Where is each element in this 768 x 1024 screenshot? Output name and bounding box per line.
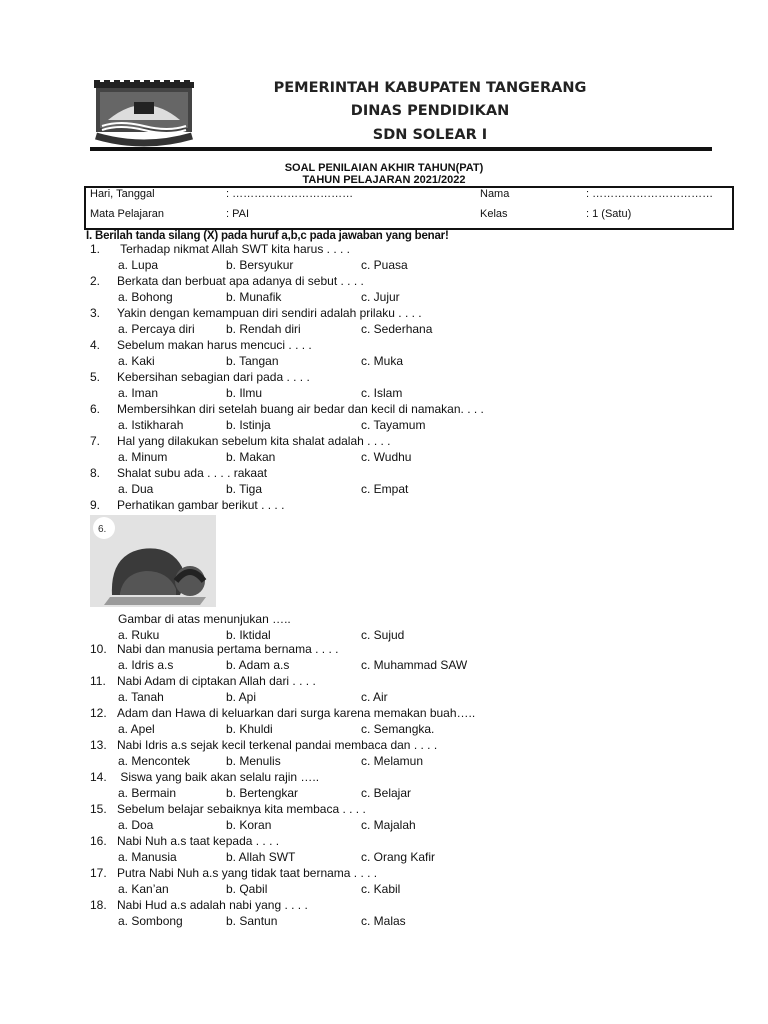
option-b[interactable]: b. Allah SWT (226, 850, 296, 864)
question-text: Berkata dan berbuat apa adanya di sebut . . . . (117, 274, 364, 288)
question-text: Nabi Idris a.s sejak kecil terkenal pandai membaca dan . . . . (117, 738, 438, 752)
question-text: Kebersihan sebagian dari pada . . . . (117, 370, 310, 384)
question-4 (90, 338, 312, 352)
question-number: 15. (90, 802, 107, 816)
option-b[interactable]: b. Ilmu (226, 386, 263, 400)
option-a[interactable]: a. Doa (118, 818, 154, 832)
option-a[interactable]: a. Ruku (118, 628, 160, 642)
option-b[interactable]: b. Khuldi (226, 722, 273, 736)
question-6 (90, 402, 484, 416)
option-b[interactable]: b. Api (226, 690, 257, 704)
option-c[interactable]: c. Jujur (361, 290, 400, 304)
day-field[interactable]: : …………………………… (226, 188, 354, 200)
option-c[interactable]: c. Sujud (361, 628, 405, 642)
option-a[interactable]: a. Bohong (118, 290, 173, 304)
option-a[interactable]: a. Lupa (118, 258, 159, 272)
class-label: Kelas (480, 208, 508, 220)
subject-label: Mata Pelajaran (90, 208, 164, 220)
question-text: Nabi Adam di ciptakan Allah dari . . . . (117, 674, 316, 688)
option-b[interactable]: b. Koran (226, 818, 272, 832)
question-text: Nabi Nuh a.s taat kepada . . . . (117, 834, 280, 848)
option-c[interactable]: c. Belajar (361, 786, 412, 800)
option-c[interactable]: c. Tayamum (361, 418, 426, 432)
question-13 (90, 738, 437, 752)
exam-title: SOAL PENILAIAN AKHIR TAHUN(PAT) (284, 162, 484, 174)
question-number: 1. (90, 242, 101, 256)
option-b[interactable]: b. Bersyukur (226, 258, 294, 272)
question-text: Nabi Hud a.s adalah nabi yang . . . . (117, 898, 308, 912)
question-12 (90, 706, 475, 720)
question-text: Hal yang dilakukan sebelum kita shalat adalah . . . . (117, 434, 391, 448)
option-a[interactable]: a. Apel (118, 722, 155, 736)
option-b[interactable]: b. Tiga (226, 482, 263, 496)
option-c[interactable]: c. Kabil (361, 882, 401, 896)
option-c[interactable]: c. Muhammad SAW (361, 658, 468, 672)
question-5 (90, 370, 310, 384)
question-number: 2. (90, 274, 101, 288)
header-department: DINAS PENDIDIKAN (350, 103, 510, 119)
question-number: 10. (90, 642, 107, 656)
option-b[interactable]: b. Rendah diri (226, 322, 301, 336)
question-number: 12. (90, 706, 107, 720)
question-3 (90, 306, 422, 320)
option-b[interactable]: b. Iktidal (226, 628, 271, 642)
class-value: : 1 (Satu) (586, 208, 632, 220)
question-text: Sebelum belajar sebaiknya kita membaca . . . . (117, 802, 366, 816)
option-b[interactable]: b. Istinja (226, 418, 271, 432)
option-a[interactable]: a. Tanah (118, 690, 164, 704)
question-11 (90, 674, 316, 688)
question-text: Yakin dengan kemampuan diri sendiri adalah prilaku . . . . (117, 306, 422, 320)
option-a[interactable]: a. Iman (118, 386, 159, 400)
section-instructions: I. Berilah tanda silang (X) pada huruf a,b,c pada jawaban yang benar! (86, 230, 449, 242)
name-field[interactable]: : …………………………… (586, 188, 714, 200)
option-c[interactable]: c. Air (361, 690, 388, 704)
option-c[interactable]: c. Puasa (361, 258, 408, 272)
option-c[interactable]: c. Majalah (361, 818, 416, 832)
option-c[interactable]: c. Wudhu (361, 450, 412, 464)
option-b[interactable]: b. Munafik (226, 290, 282, 304)
option-b[interactable]: b. Bertengkar (226, 786, 299, 800)
question-text: Membersihkan diri setelah buang air bedar dan kecil di namakan. . . . (117, 402, 484, 416)
option-c[interactable]: c. Orang Kafir (361, 850, 436, 864)
question-text: Putra Nabi Nuh a.s yang tidak taat bernama . . . . (117, 866, 378, 880)
question-text: Nabi dan manusia pertama bernama . . . . (117, 642, 339, 656)
question-15 (90, 802, 366, 816)
header-government: PEMERINTAH KABUPATEN TANGERANG (273, 80, 587, 96)
header-school: SDN SOLEAR I (372, 127, 488, 143)
question-number: 8. (90, 466, 101, 480)
picture-number-label: 6. (98, 524, 107, 535)
option-b[interactable]: b. Makan (226, 450, 276, 464)
option-c[interactable]: c. Islam (361, 386, 403, 400)
option-c[interactable]: c. Muka (361, 354, 404, 368)
option-a[interactable]: a. Sombong (118, 914, 183, 928)
question-10 (90, 642, 338, 656)
question-1 (90, 242, 350, 256)
option-a[interactable]: a. Minum (118, 450, 168, 464)
question-text: Shalat subu ada . . . . rakaat (117, 466, 268, 480)
day-label: Hari, Tanggal (90, 188, 155, 200)
option-c[interactable]: c. Empat (361, 482, 409, 496)
question-number: 5. (90, 370, 101, 384)
option-a[interactable]: a. Kaki (118, 354, 155, 368)
option-b[interactable]: b. Adam a.s (226, 658, 290, 672)
option-a[interactable]: a. Istikharah (118, 418, 184, 432)
question-number: 11. (90, 674, 106, 688)
question-number: 17. (90, 866, 107, 880)
subject-value: : PAI (226, 208, 250, 220)
option-b[interactable]: b. Qabil (226, 882, 268, 896)
question-number: 9. (90, 498, 101, 512)
question-number: 14. (90, 770, 107, 784)
question-text: Sebelum makan harus mencuci . . . . (117, 338, 312, 352)
question-number: 6. (90, 402, 101, 416)
option-b[interactable]: b. Santun (226, 914, 278, 928)
question-number: 18. (90, 898, 107, 912)
option-a[interactable]: a. Percaya diri (118, 322, 195, 336)
option-c[interactable]: c. Sederhana (361, 322, 433, 336)
question-text: Perhatikan gambar berikut . . . . (117, 498, 285, 512)
option-b[interactable]: b. Menulis (226, 754, 281, 768)
option-c[interactable]: c. Malas (361, 914, 406, 928)
question-7 (90, 434, 391, 448)
option-a[interactable]: a. Manusia (118, 850, 177, 864)
question-number: 4. (90, 338, 101, 352)
question-2 (90, 274, 364, 288)
question-text: Siswa yang baik akan selalu rajin ….. (117, 770, 320, 784)
header-divider (90, 147, 712, 151)
option-a[interactable]: a. Dua (118, 482, 154, 496)
question-text: Terhadap nikmat Allah SWT kita harus . . . . (117, 242, 350, 256)
question-number: 7. (90, 434, 101, 448)
question-text: Adam dan Hawa di keluarkan dari surga karena memakan buah….. (117, 706, 476, 720)
name-label: Nama (480, 188, 510, 200)
question-number: 3. (90, 306, 101, 320)
option-a[interactable]: a. Kan’an (118, 882, 169, 896)
option-c[interactable]: c. Melamun (361, 754, 424, 768)
prostration-picture (90, 515, 216, 607)
question-17 (90, 866, 377, 880)
exam-year: TAHUN PELAJARAN 2021/2022 (302, 174, 466, 186)
option-a[interactable]: a. Mencontek (118, 754, 191, 768)
question-9 (90, 498, 284, 512)
question-followup-text: Gambar di atas menunjukan ….. (118, 612, 291, 626)
option-a[interactable]: a. Bermain (118, 786, 177, 800)
question-8 (90, 466, 267, 480)
option-b[interactable]: b. Tangan (226, 354, 279, 368)
sujud-illustration-icon (90, 515, 216, 607)
question-number: 13. (90, 738, 107, 752)
option-c[interactable]: c. Semangka. (361, 722, 435, 736)
option-a[interactable]: a. Idris a.s (118, 658, 174, 672)
question-18 (90, 898, 308, 912)
question-number: 16. (90, 834, 107, 848)
question-16 (90, 834, 279, 848)
question-14 (90, 770, 319, 784)
